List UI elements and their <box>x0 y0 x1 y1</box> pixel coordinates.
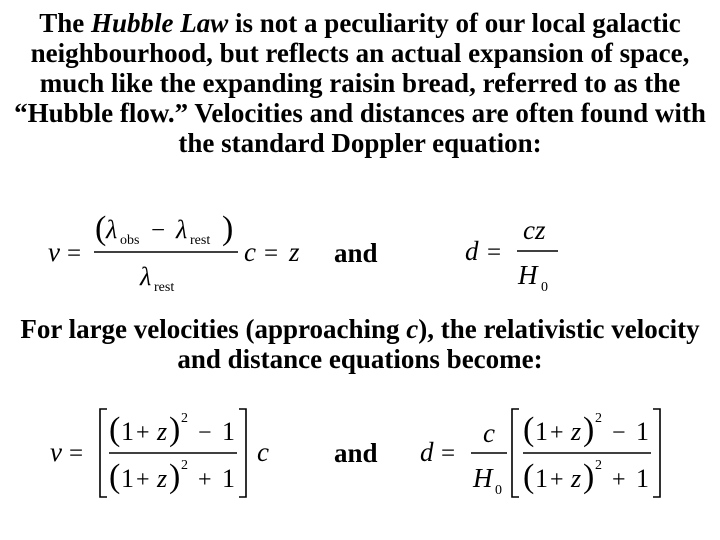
var-v: v <box>48 237 60 267</box>
num-left-paren: ( <box>523 411 535 448</box>
intro-text-2: is not a peculiarity of our local galactic neighbourhood, but reflects an actual expansion of space, much like the expanding raisin bread, referred to as the “Hubble flow.” Velocities and distances are often found with the standard Doppler equation: <box>14 8 706 158</box>
hubble-constant-H: H <box>473 463 493 493</box>
left-paren: ( <box>95 210 107 247</box>
var-c: c <box>244 237 256 267</box>
var-z: z <box>289 237 300 267</box>
hubble-subscript-0: 0 <box>541 280 548 295</box>
rest-subscript-top: rest <box>190 233 211 248</box>
num-minus: − <box>198 420 212 446</box>
num-one-b: 1 <box>636 417 649 446</box>
equals-sign-2: = <box>264 240 279 267</box>
speed-of-light-c: c <box>406 314 419 344</box>
den-one-b: 1 <box>636 464 649 493</box>
equals-sign: = <box>67 240 82 267</box>
den-left-paren: ( <box>523 458 535 495</box>
den-plus: + <box>550 467 564 493</box>
num-minus: − <box>612 420 626 446</box>
numerator-c: c <box>483 418 495 448</box>
den-plus-b: + <box>198 467 212 493</box>
lambda-rest-top: λ <box>176 215 188 244</box>
den-one-b: 1 <box>222 464 235 493</box>
and-connector-2: and <box>334 438 378 468</box>
intro-text-1: The <box>39 8 92 38</box>
right-bracket <box>239 409 246 497</box>
den-left-paren: ( <box>109 458 121 495</box>
num-plus: + <box>136 420 150 446</box>
hubble-subscript-0: 0 <box>495 483 502 498</box>
num-exponent-2: 2 <box>595 411 602 426</box>
var-c: c <box>257 437 269 467</box>
hubble-constant-H: H <box>518 260 538 290</box>
equals-sign: = <box>487 239 502 266</box>
num-left-paren: ( <box>109 411 121 448</box>
minus-sign: − <box>151 217 166 244</box>
den-exponent-2: 2 <box>181 458 188 473</box>
obs-subscript: obs <box>120 233 140 248</box>
var-d: d <box>465 236 479 266</box>
var-d: d <box>420 437 434 467</box>
den-z: z <box>571 464 582 493</box>
right-bracket <box>653 409 660 497</box>
var-v: v <box>50 437 62 467</box>
equals-sign: = <box>69 440 84 467</box>
num-one: 1 <box>535 417 548 446</box>
den-plus: + <box>136 467 150 493</box>
den-right-paren: ) <box>169 458 181 495</box>
rest-subscript-bottom: rest <box>154 280 175 295</box>
hubble-law-term: Hubble Law <box>91 8 229 38</box>
relativistic-velocity-equation <box>45 405 285 500</box>
num-one: 1 <box>121 417 134 446</box>
hubble-distance-equation <box>460 212 580 297</box>
doppler-velocity-equation <box>40 205 330 300</box>
den-z: z <box>157 464 168 493</box>
equals-sign: = <box>441 440 456 467</box>
numerator-cz: cz <box>523 215 546 245</box>
den-one: 1 <box>535 464 548 493</box>
num-plus: + <box>550 420 564 446</box>
num-z: z <box>157 417 168 446</box>
rel-text-1: For large velocities (approaching <box>20 314 407 344</box>
lambda-obs: λ <box>106 215 118 244</box>
den-right-paren: ) <box>583 458 595 495</box>
num-one-b: 1 <box>222 417 235 446</box>
den-exponent-2: 2 <box>595 458 602 473</box>
num-exponent-2: 2 <box>181 411 188 426</box>
rel-text-2: ), the relativistic velocity and distance equations become: <box>177 314 700 374</box>
num-right-paren: ) <box>583 411 595 448</box>
lambda-rest-bottom: λ <box>140 262 152 291</box>
left-bracket <box>512 409 519 497</box>
relativistic-distance-equation <box>415 405 680 500</box>
relativistic-paragraph <box>0 314 720 374</box>
intro-paragraph <box>0 8 720 158</box>
den-plus-b: + <box>612 467 626 493</box>
num-z: z <box>571 417 582 446</box>
left-bracket <box>100 409 107 497</box>
and-connector-1: and <box>334 238 378 268</box>
den-one: 1 <box>121 464 134 493</box>
right-paren: ) <box>222 210 234 247</box>
num-right-paren: ) <box>169 411 181 448</box>
